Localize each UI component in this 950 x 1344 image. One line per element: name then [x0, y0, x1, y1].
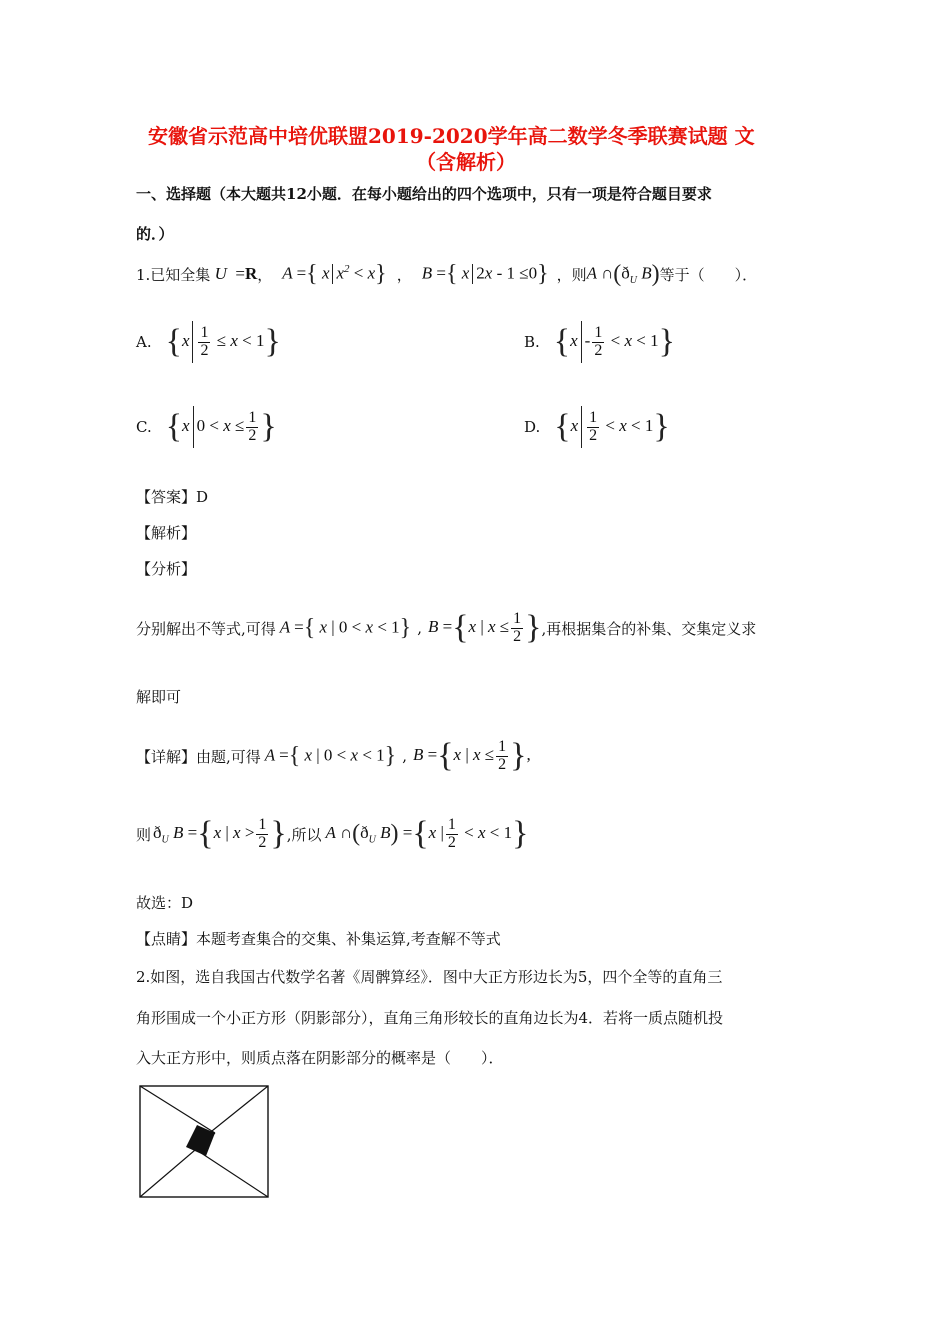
- q1-prefix: 1.已知全集: [136, 265, 211, 284]
- page-title: 安徽省示范高中培优联盟2019-2020学年高二数学冬季联赛试题 文: [148, 124, 755, 148]
- universal-set-formula: U =R: [210, 264, 258, 283]
- q1-comma-2: ，: [396, 265, 412, 284]
- option-a: [136, 312, 281, 372]
- q1-equals-text: 等于（ ）．: [659, 265, 758, 284]
- question-2-line-3: 入大正方形中，则质点落在阴影部分的概率是（ ）．: [136, 1049, 504, 1067]
- detail-comma: ,: [402, 747, 407, 765]
- result-formula: A $\cap(ð_U$ B) ={x | $\frac{1}{2}$ < x < 1}: [325, 815, 529, 852]
- question-1-stem: [136, 254, 757, 294]
- detail-set-b: B ={x | x ≤ $\frac{1}{2}$ },: [412, 737, 531, 774]
- option-c-formula: {x 0 < x ≤ $\frac{1}{2}$ }: [166, 406, 277, 448]
- complement-formula: $ð_U$ B ={x | x > $\frac{1}{2}$ }: [153, 815, 287, 852]
- option-b-formula: {x - $\frac{1}{2}$ < x < 1}: [554, 321, 675, 363]
- detail-heading: 【详解】由题,可得: [136, 747, 261, 766]
- option-d: [524, 397, 670, 457]
- fenxi-text-1: 分别解出不等式,可得: [136, 619, 276, 638]
- fenxi-text-2: ,再根据集合的补集、交集定义求: [541, 619, 757, 638]
- intersection-formula: A $\cap(ð_U$ B): [586, 260, 660, 287]
- dianjing: 【点睛】本题考查集合的交集、补集运算,考查解不等式: [136, 930, 501, 948]
- option-c: [136, 397, 277, 457]
- detail-so: ,所以: [286, 825, 322, 844]
- page-title-subtitle: （含解析）: [416, 150, 516, 174]
- choose-answer: 故选：D: [136, 894, 194, 912]
- option-b-label: B.: [524, 333, 540, 351]
- fenxi-paragraph: [136, 600, 756, 656]
- zhoubi-square-figure: [130, 1076, 280, 1206]
- option-a-label: A.: [136, 333, 152, 351]
- option-a-formula: {x $\frac{1}{2}$ ≤ x < 1}: [166, 321, 281, 363]
- question-2-line-2: 角形围成一个小正方形（阴影部分），直角三角形较长的直角边长为4．若将一质点随机投: [136, 1009, 724, 1027]
- section-heading-cont: 的．）: [136, 225, 174, 243]
- fenxi-set-a: A ={ x | 0 < x < 1}: [279, 614, 412, 641]
- detail-then: 则: [136, 825, 152, 844]
- section-heading: 一、选择题（本大题共12小题．在每小题给出的四个选项中，只有一项是符合题目要求: [136, 185, 712, 203]
- set-b-formula: B ={ x 2x - 1 ≤0}: [421, 260, 549, 287]
- fenxi-comma: ,: [417, 619, 422, 637]
- question-2-line-1: 2.如图，选自我国古代数学名著《周髀算经》．图中大正方形边长为5，四个全等的直角三: [136, 968, 723, 986]
- set-a-formula: A ={ x $x^2 < x$}: [282, 260, 387, 287]
- q1-comma: ，: [257, 265, 273, 284]
- answer: 【答案】D: [136, 488, 209, 506]
- fenxi-heading: 【分析】: [136, 560, 197, 578]
- triangle-line-1: [140, 1086, 215, 1133]
- fenxi-paragraph-cont: 解即可: [136, 688, 182, 706]
- fenxi-set-b: B ={x | x ≤ $\frac{1}{2}$ }: [427, 609, 542, 646]
- detail-line-2: [136, 806, 528, 862]
- option-c-label: C.: [136, 418, 152, 436]
- analysis-heading: 【解析】: [136, 524, 197, 542]
- option-b: [524, 312, 675, 372]
- q1-then: ，则: [556, 265, 587, 284]
- option-d-formula: {x $\frac{1}{2}$ < x < 1}: [554, 406, 669, 448]
- detail-set-a: A ={ x | 0 < x < 1}: [264, 742, 397, 769]
- option-d-label: D.: [524, 418, 541, 436]
- detail-line-1: [136, 728, 531, 784]
